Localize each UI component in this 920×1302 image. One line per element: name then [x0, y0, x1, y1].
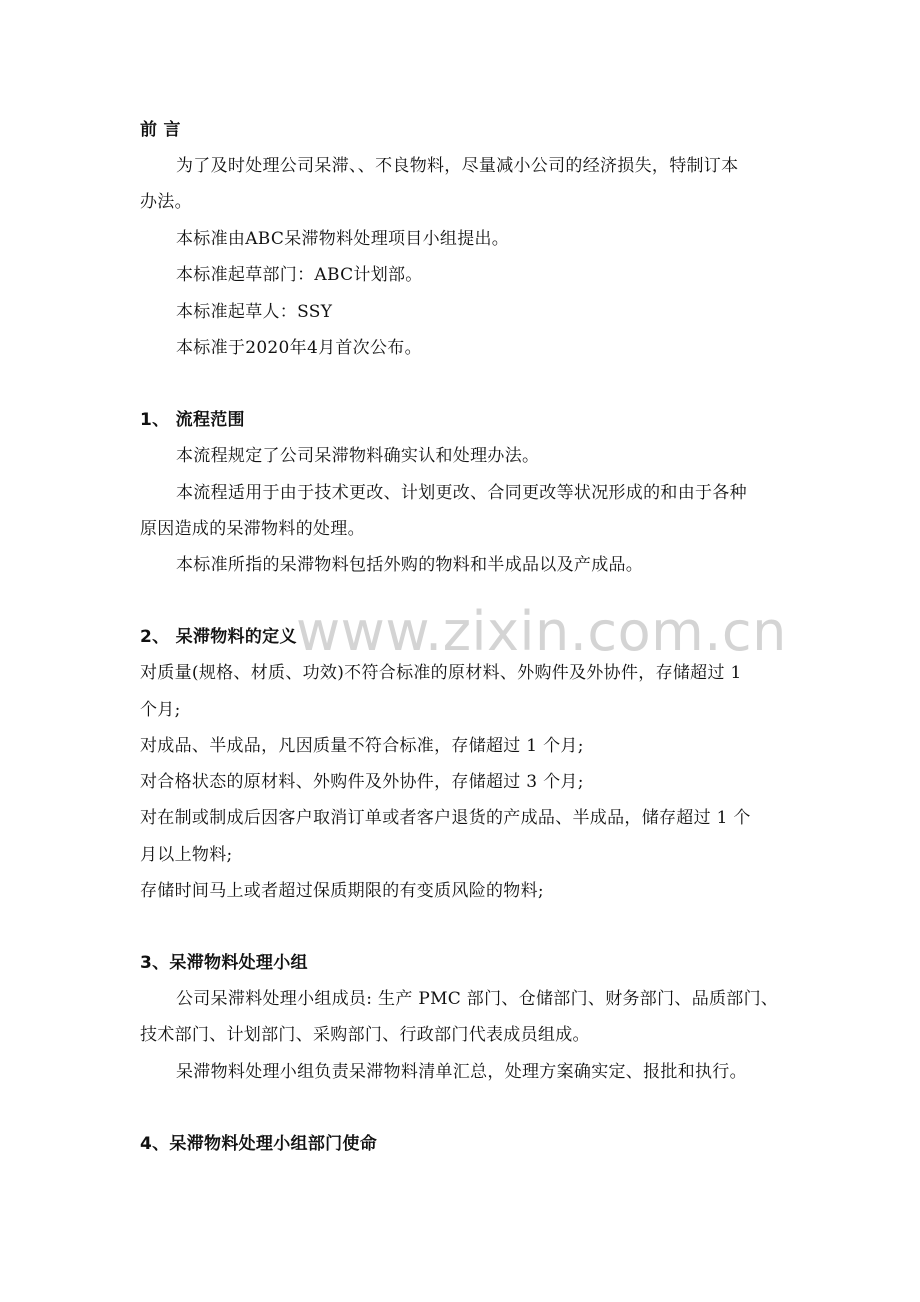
- preface-paragraph-5: 本标准于2020年4月首次公布。: [176, 338, 422, 358]
- section-1-paragraph-1: 本流程规定了公司呆滞物料确实认和处理办法。: [176, 446, 540, 466]
- section-1-heading: 1、 流程范围: [140, 410, 245, 430]
- section-2-line-7: 存储时间马上或者超过保质期限的有变质风险的物料;: [140, 881, 544, 901]
- preface-paragraph-3: 本标准起草部门：ABC计划部。: [176, 265, 423, 285]
- preface-heading: 前 言: [140, 120, 181, 140]
- preface-paragraph-1-line-2: 办法。: [140, 192, 192, 212]
- section-2-line-2: 个月;: [140, 700, 181, 720]
- watermark-text: www.zixin.com.cn: [296, 600, 787, 663]
- preface-paragraph-2: 本标准由ABC呆滞物料处理项目小组提出。: [176, 229, 510, 249]
- section-1-paragraph-2-line-1: 本流程适用于由于技术更改、计划更改、合同更改等状况形成的和由于各种: [176, 483, 747, 503]
- section-2-line-4: 对合格状态的原材料、外购件及外协件，存储超过 3 个月;: [140, 772, 584, 792]
- preface-paragraph-4: 本标准起草人：SSY: [176, 302, 333, 322]
- section-2-line-1: 对质量(规格、材质、功效)不符合标准的原材料、外购件及外协件，存储超过 1: [140, 663, 742, 683]
- preface-paragraph-1-line-1: 为了及时处理公司呆滞、、不良物料，尽量减小公司的经济损失，特制订本: [176, 156, 739, 176]
- section-3-paragraph-2: 呆滞物料处理小组负责呆滞物料清单汇总，处理方案确实定、报批和执行。: [176, 1062, 747, 1082]
- section-2-line-6: 月以上物料;: [140, 845, 233, 865]
- section-2-line-3: 对成品、半成品，凡因质量不符合标准，存储超过 1 个月;: [140, 736, 584, 756]
- section-3-paragraph-1-line-1: 公司呆滞料处理小组成员: 生产 PMC 部门、仓储部门、财务部门、品质部门、: [176, 989, 779, 1009]
- section-3-heading: 3、呆滞物料处理小组: [140, 953, 308, 973]
- section-1-paragraph-3: 本标准所指的呆滞物料包括外购的物料和半成品以及产成品。: [176, 555, 644, 575]
- section-2-heading: 2、 呆滞物料的定义: [140, 627, 297, 647]
- section-2-line-5: 对在制或制成后因客户取消订单或者客户退货的产成品、半成品，储存超过 1 个: [140, 808, 751, 828]
- section-1-paragraph-2-line-2: 原因造成的呆滞物料的处理。: [140, 519, 365, 539]
- section-4-heading: 4、呆滞物料处理小组部门使命: [140, 1134, 378, 1154]
- section-3-paragraph-1-line-2: 技术部门、计划部门、采购部门、行政部门代表成员组成。: [140, 1025, 590, 1045]
